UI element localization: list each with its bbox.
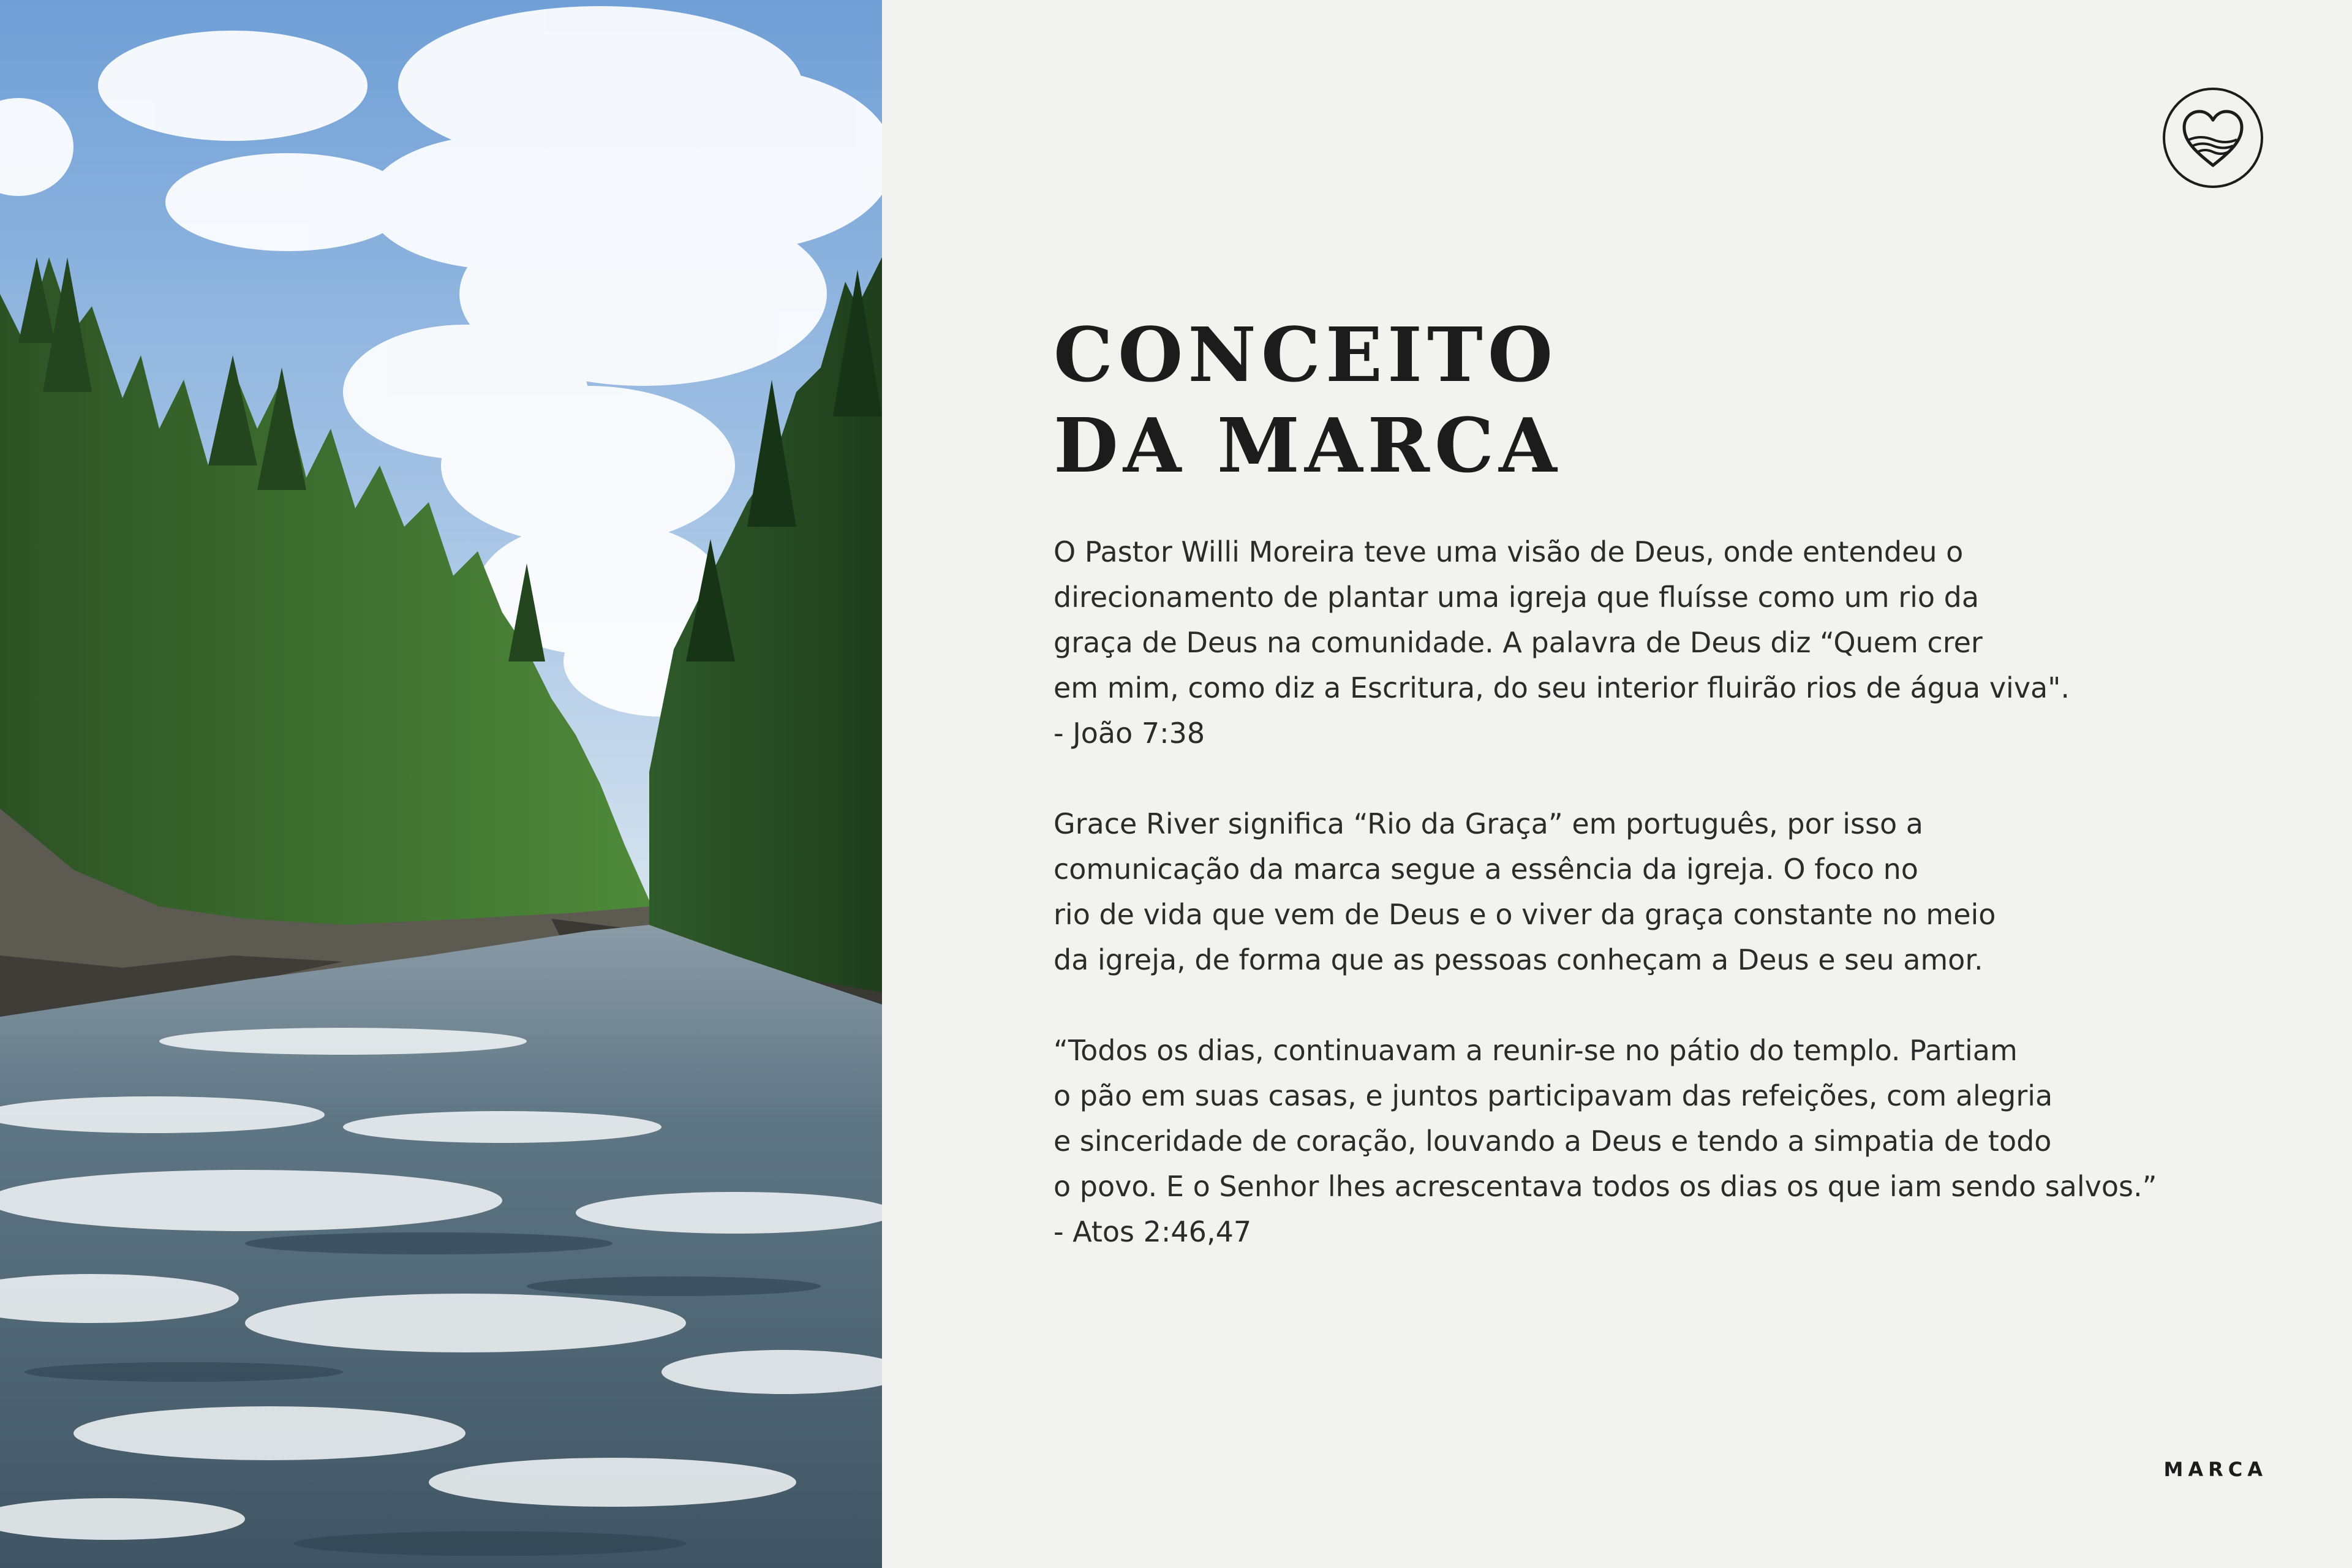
page-title: [1054, 309, 1789, 491]
text-line: em mim, como diz a Escritura, do seu interior fluirão rios de água viva".: [1054, 671, 2070, 704]
text-line: direcionamento de plantar uma igreja que fluísse como um rio da: [1054, 581, 1980, 614]
river-forest-photo: [0, 0, 882, 1568]
text-line: e sinceridade de coração, louvando a Deus e tendo a simpatia de todo: [1054, 1125, 2052, 1158]
title-line-2: DA MARCA: [1054, 401, 1562, 489]
heart-waves-icon: [2161, 86, 2265, 190]
text-line: - Atos 2:46,47: [1054, 1215, 1252, 1248]
footer-section-label: MARCA: [2163, 1458, 2267, 1481]
text-line: o pão em suas casas, e juntos participavam das refeições, com alegria: [1054, 1079, 2053, 1112]
text-line: da igreja, de forma que as pessoas conheçam a Deus e seu amor.: [1054, 943, 1983, 976]
church-logo: [2161, 86, 2265, 190]
body-text: [1054, 529, 2217, 1300]
text-line: - João 7:38: [1054, 717, 1205, 750]
title-line-1: CONCEITO: [1054, 311, 1558, 399]
text-line: “Todos os dias, continuavam a reunir-se no pátio do templo. Partiam: [1054, 1034, 2018, 1067]
text-line: Grace River significa “Rio da Graça” em português, por isso a: [1054, 807, 1923, 840]
text-line: comunicação da marca segue a essência da igreja. O foco no: [1054, 853, 1918, 886]
text-line: o povo. E o Senhor lhes acrescentava todos os dias os que iam sendo salvos.”: [1054, 1170, 2157, 1203]
text-line: O Pastor Willi Moreira teve uma visão de Deus, onde entendeu o: [1054, 535, 1964, 568]
paragraph-meaning: [1054, 801, 2217, 982]
paragraph-scripture: [1054, 1028, 2217, 1254]
text-line: rio de vida que vem de Deus e o viver da graça constante no meio: [1054, 898, 1996, 931]
paragraph-vision: [1054, 529, 2217, 756]
text-line: graça de Deus na comunidade. A palavra de Deus diz “Quem crer: [1054, 626, 1983, 659]
